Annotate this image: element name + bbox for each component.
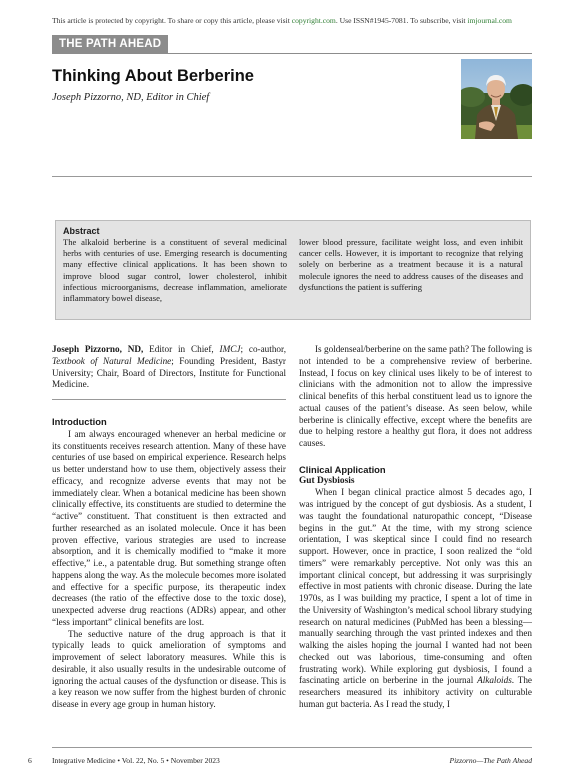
intro-paragraph-2: The seductive nature of the drug approach is that it typically leads to quick amelioration of symptoms and improvement of select laboratory measures. While this is desirable, it also usually results in the undesirable outcome of ignoring the actual causes of the dysfunction or disease. This is a key reason we now suffer from the highest burden of chronic disease in every age group in human history. xyxy=(52,628,286,709)
gut-dysbiosis-subheading: Gut Dysbiosis xyxy=(299,475,355,486)
gut-dysbiosis-paragraph xyxy=(299,487,532,710)
copyright-link[interactable]: copyright.com xyxy=(291,16,336,25)
bio-journal: IMCJ xyxy=(219,344,241,354)
section-rule xyxy=(52,53,532,54)
right-column xyxy=(299,344,532,711)
copyright-notice xyxy=(52,16,542,25)
article-title: Thinking About Berberine xyxy=(52,67,254,85)
footer-journal: Integrative Medicine • Vol. 22, No. 5 • November 2023 xyxy=(52,756,220,765)
clinical-application-heading: Clinical Application xyxy=(299,463,386,475)
bio-text-2: ; co-author, xyxy=(240,344,287,354)
bio-name: Joseph Pizzorno, ND, xyxy=(52,344,144,354)
article-byline: Joseph Pizzorno, ND, Editor in Chief xyxy=(52,92,210,103)
notice-text: This article is protected by copyright. To share or copy this article, please visit xyxy=(52,16,290,25)
intro-paragraph-1: I am always encouraged whenever an herbal medicine or its constituents receives research attention. Many of these have centuries of use based on empirical experience. Research helps us better understand how to use them, objectively assess their efficacy, and recognize adverse events that may not be immediately clear. When a botanical medicine has been shown clinically effective, its constituents are studied to determine the “active” constituent. That constituent is then extracted and further researched as an isolated molecule. Once it has been proven effective, various strategies are used to increase absorption, and it is chemically modified to “make it more effective,” i.e., a patentable drug. But something strange often happens along the way. As the molecule becomes more isolated and effective for a specific purpose, its therapeutic index decreases (the ratio of the effective dose to the toxic dose), unexpected adverse drug reactions (ADRs) appear, and other “less important” clinical benefits are lost. xyxy=(52,428,286,627)
subscribe-link[interactable]: imjournal.com xyxy=(467,16,512,25)
left-column xyxy=(52,416,286,711)
notice-text-middle: . Use ISSN#1945-7081. To subscribe, visit xyxy=(335,16,466,25)
bio-text-1: Editor in Chief, xyxy=(143,344,220,354)
alkaloids-journal: Alkaloids xyxy=(477,675,512,686)
gut-dysbiosis-text-b: . The researchers measured its inhibitory activity on culturable human gut bacteria. As I read the study, I xyxy=(299,675,533,709)
bio-text-3: ; Founding President, Bastyr University; Chair, Board of Directors, Institute for Functional Medicine. xyxy=(52,355,286,390)
author-photo xyxy=(461,59,532,139)
bio-book: Textbook of Natural Medicine xyxy=(52,355,172,366)
abstract-text-right: lower blood pressure, facilitate weight loss, and even inhibit cancer cells. However, it is important to recognize that relying solely on berberine as a treatment because it is a natural molecule ignores the need to address causes of the diseases and dysfunctions the patient is suffering xyxy=(299,237,523,292)
section-label: THE PATH AHEAD xyxy=(52,35,168,53)
footer-rule xyxy=(52,747,532,748)
abstract-heading: Abstract xyxy=(63,226,100,236)
running-head: Pizzorno—The Path Ahead xyxy=(449,756,532,765)
abstract-text-left: The alkaloid berberine is a constituent of several medicinal herbs with centuries of use. Emerging research is documenting many effective clinical applications. It has been shown to improve blood sugar control, lower cholesterol, inhibit infectious microorganisms, decrease inflammation, ameliorate inflammatory bowel disease, xyxy=(63,237,287,304)
gut-dysbiosis-text-a: When I began clinical practice almost 5 decades ago, I was intrigued by the concept of gut dysbiosis. As a student, I was taught the foundational naturopathic concept, “Disease begins in the gut.” At the time, with my strong science orientation, I was skeptical since I could find no research support. However, once in practice, I soon realized the “old timers” were remarkably perceptive. Not only was this an important clinical concept, but addressing it was surprisingly effective in most patients with chronic disease. During the late 1970s, as I was building my practice, I spent a lot of time in the University of Washington’s medical school library studying research on natural medicines (PubMed has been a blessing—manually searching through the vast printed indexes and then walking the aisles hoping the journal I wanted had not been checked out was laborious, time-consuming and often frustrating work). While exploring gut dysbiosis, I found a fascinating article on berberine in the journal xyxy=(299,487,532,686)
bio-rule xyxy=(52,399,286,400)
abstract-right-column xyxy=(299,237,523,293)
page-number: 6 xyxy=(28,756,32,765)
right-paragraph-1: Is goldenseal/berberine on the same path? The following is not intended to be a comprehensive review of berberine. Instead, I focus on key clinical uses likely to be of interest to clinicians with the admonition not to allow the impressive clinical benefits of this herbal constituent lead us to ignore the actual causes of the patient’s disease. As seen below, while berberine is clinically effective, except where the benefits are due to helping restore a healthy gut flora, it does not address causes. xyxy=(299,344,532,448)
introduction-heading: Introduction xyxy=(52,416,107,427)
author-bio xyxy=(52,344,286,391)
header-rule xyxy=(52,176,532,177)
author-portrait-image xyxy=(461,59,532,139)
abstract-left-column xyxy=(63,237,287,304)
